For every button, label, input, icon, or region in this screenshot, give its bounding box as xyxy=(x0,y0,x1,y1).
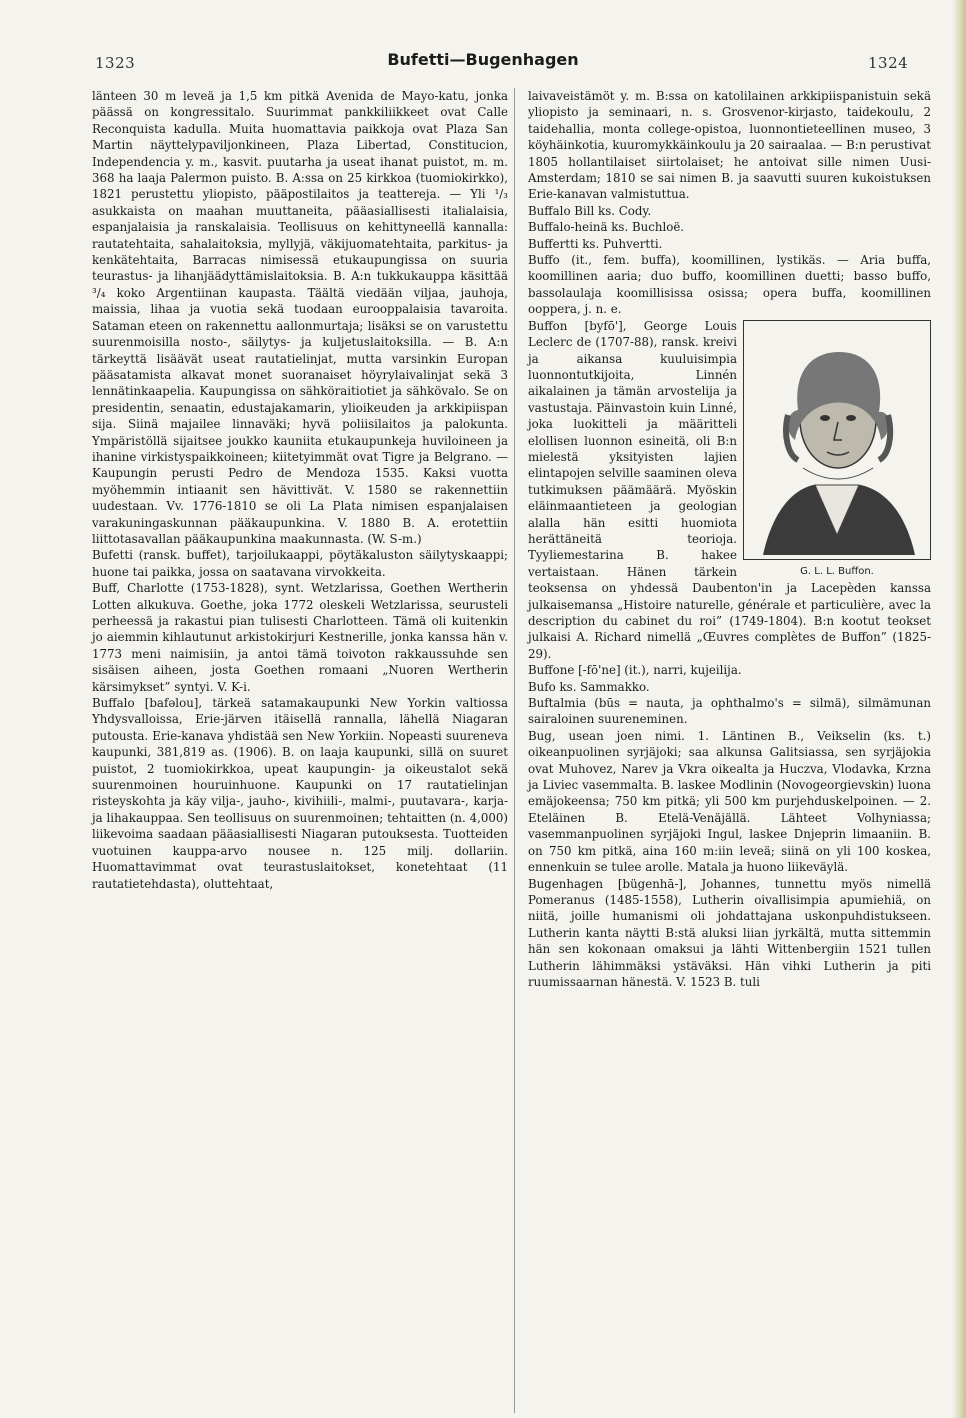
paragraph: Buffalo-heinä ks. Buchloë. xyxy=(528,220,685,235)
paragraph: Buff, Charlotte (1753-1828), synt. Wetzlarissa, Goethen Wertherin Lotten alkukuva. Goethe, joka 1772 oleskeli Wetzlarissa, seurusteli perheessä ja rakastui pian tulisesti Charlotteen. Tämä oli kuitenkin jo aiemmin kihlautunut arkistokirjuri Kestnerille, jonka kanssa hän v. 1773 meni naimisiin, ja antoi tämä toivoton rakkaussuhde sen sisäisen aiheen, josta Goethen romaani „Nuoren Wertherin kärsimykset” syntyi. V. K-i. xyxy=(92,581,508,694)
left-column xyxy=(92,88,508,892)
page-number-right: 1324 xyxy=(868,54,909,72)
page-edge xyxy=(952,0,966,1418)
paragraph: Buffalo [bafəlou], tärkeä satamakaupunki New Yorkin valtiossa Yhdysvalloissa, Erie-järven itäisellä rannalla, lähellä Niagaran putousta. Erie-kanava yhdistää sen New Yorkiin. Nopeasti suureneva kaupunki, 381,819 as. (1906). B. on laaja kaupunki, sillä on suuret puistot, 2 tuomiokirkkoa, upeat kaupungin- ja oikeustalot sekä suurenmoinen houruinhuone. Kaupunki on 17 rautatielinjan risteyskohta ja käy vilja-, jauho-, kivihiili-, malmi-, puutavara-, karja- ja lihakauppaa. Sen teollisuus on suurenmoinen; tehtaitten (n. 4,000) liikevoima saadaan pääasiallisesti Niagaran putouksesta. Tuotteiden vuotuinen kauppa-arvo nousee n. 125 milj. dollariin. Huomattavimmat ovat teurastuslaitokset, konetehtaat (11 rautatietehdasta), oluttehtaat, xyxy=(92,696,508,891)
paragraph: länteen 30 m leveä ja 1,5 km pitkä Avenida de Mayo-katu, jonka päässä on kongressitalo. Suurimmat pankkiliikkeet ovat Calle Reconquista kadulla. Muita huomattavia paikkoja ovat Plaza San Martin näyttelypaviljonkineen, Plaza Libertad, Constitucion, Independencia y. m., kasvit. puutarha ja useat ihanat puistot, m. m. 368 ha laaja Palermon puisto. B. A:ssa on 25 kirkkoa (tuomiokirkko), 1821 perustettu yliopisto, pääpostilaitos ja teattereja. — Yli ¹/₃ asukkaista on maahan muuttaneita, pääasiallisesti italialaisia, espanjalaisia ja ranskalaisia. Teollisuus on kehittyneellä kannalla: rautatehtaita, sahalaitoksia, myllyjä, väkijuomatehtaita, parkitus- ja kenkätehtaita, Barracas nimisessä etukaupungissa on suuria teurastus- ja lihanjäädyttämislaitoksia. B. A:n tukkukauppa käsittää ³/₄ koko Argentiinan kaupasta. Täältä viedään viljaa, jauhoja, maissia, lihaa ja vuotia sekä tuodaan eurooppalaisia tavaroita. Sataman eteen on rakennettu aallonmurtaja; lisäksi se on varustettu suurenmoisilla nosto-, säilytys- ja kuljetuslaitoksilla. — B. A:n tärkeyttä lisäävät useat rautatielinjat, mutta varsinkin Europan pääsatamista alkavat monet suoranaiset höyrylaivalinjat sekä 3 lennätinkaapelia. Kaupungissa on sähköraitiotiet ja sähkövalo. Se on presidentin, senaatin, edustajakamarin, ylioikeuden ja arkkipiispan sija. Siinä majailee linnaväki; hyvä poliisilaitos ja palokunta. Ympäristöllä sijaitsee joukko kauniita etukaupunkeja huviloineen ja ihanine virkistyspaikkoineen; kiitetyimmät ovat Tigre ja Belgrano. — Kaupungin perusti Pedro de Mendoza 1535. Kaksi vuotta myöhemmin intiaanit sen hävittivät. V. 1580 se rakennettiin uudestaan. Vv. 1776-1810 se oli La Plata nimisen espanjalaisen varakuningaskunnan pääkaupunkina. V. 1880 B. A. erotettiin liittotasavallan pääkaupunkina maakunnasta. (W. S-m.) xyxy=(92,89,508,546)
page-number-left: 1323 xyxy=(95,54,136,72)
paragraph: Bufetti (ransk. buffet), tarjoilukaappi, pöytäkaluston säilytyskaappi; huone tai paikka, jossa on saatavana virvokkeita. xyxy=(92,548,508,579)
paragraph: Bufo ks. Sammakko. xyxy=(528,679,650,694)
portrait-caption: G. L. L. Buffon. xyxy=(800,565,874,577)
paragraph: laivaveistämöt y. m. B:ssa on katolilainen arkkipiispanistuin sekä yliopisto ja seminaari, n. s. Grosvenor-kirjasto, taidekoulu, 2 taidehallia, monta college-opistoa, luonnontieteellinen museo, 3 köyhäinkotia, kuuromykkäinkoulu ja 20 sairaalaa. — B:n perustivat 1805 hollantilaiset siirtolaiset; he antoivat sille nimen Uusi-Amsterdam; 1810 se sai nimen B. ja saavutti suuren kukoistuksen Erie-kanavan valmistuttua. xyxy=(528,89,931,202)
running-title: Bufetti—Bugenhagen xyxy=(387,50,579,69)
column-divider xyxy=(514,88,515,1413)
paragraph: Buffalo Bill ks. Cody. xyxy=(528,203,652,218)
paragraph: Buffon [byfō'], George Louis Leclerc de (1707-88), ransk. kreivi ja aikansa kuuluisimpia luonnontutkijoita, Linnén aikalainen ja tämän arvostelija ja vastustaja. Päinvastoin kuin Linné, joka luokitteli ja määritteli elollisen luonnon esineitä, oli B:n mielestä yksityisten lajien elintapojen selville saaminen oleva tutkimuksen päämäärä. Myöskin eläinmaantieteen ja geologian alalla hän esitti huomiota herättäneitä teorioja. Tyyliemestarina B. hakee vertaistaan. Hänen tärkein teoksensa on yhdessä Daubenton'in ja Lacepèden kanssa julkaisemansa „Histoire naturelle, générale et particulière, avec la description du cabinet du roi” (1749-1804). B:n kootut teokset julkaisi A. Richard nimellä „Œuvres complètes de Buffon” (1825-29). xyxy=(528,318,931,661)
paragraph: Buffo (it., fem. buffa), koomillinen, lystikäs. — Aria buffa, koomillinen aaria; duo buffo, koomillinen duetti; basso buffo, bassolaulaja koomillisissa osissa; opera buffa, koomillinen ooppera, j. n. e. xyxy=(528,253,931,317)
page-header xyxy=(0,50,966,76)
portrait-engraving xyxy=(743,320,931,560)
paragraph: Bugenhagen [bügenhā-], Johannes, tunnettu myös nimellä Pomeranus (1485-1558), Lutherin oivallisimpia apumiehiä, on niitä, joille humanismi oli johdattajana uskonpuhdistukseen. Lutherin kanta näytti B:stä aluksi liian jyrkältä, mutta sittemmin hän sen kokonaan omaksui ja lähti Wittenbergiin 1521 tullen Lutherin lähimmäksi ystäväksi. Hän vihki Lutherin ja piti ruumissaarnan hänestä. V. 1523 B. tuli xyxy=(528,876,931,989)
paragraph: Buffertti ks. Puhvertti. xyxy=(528,236,663,251)
paragraph: Buftalmia (būs = nauta, ja ophthalmo's = silmä), silmämunan sairaloinen suureneminen. xyxy=(528,696,931,727)
right-column xyxy=(528,88,931,990)
paragraph: Bug, usean joen nimi. 1. Läntinen B., Veikselin (ks. t.) oikeanpuolinen syrjäjoki; saa alkunsa Galitsiassa, sen syrjäjokia ovat Muhovez, Narev ja Vkra oikealta ja Huczva, Vlodavka, Krzna ja Liviec vasemmalta. B. laskee Modlinin (Novogeorgievskin) luona emäjokeensa; 750 km pitkä; yli 500 km purjehduskelpoinen. — 2. Eteläinen B. Etelä-Venäjällä. Lähteet Volhyniassa; vasemmanpuolinen syrjäjoki Ingul, laskee Dnjeprin limaaniin. B. on 750 km pitkä, aina 160 m:iin leveä; siinä on yli 100 koskea, ennenkuin se tulee arolle. Matala ja huono liikeväylä. xyxy=(528,728,931,875)
buffon-portrait xyxy=(743,320,931,578)
paragraph: Buffone [-fō'ne] (it.), narri, kujeilija. xyxy=(528,663,742,678)
